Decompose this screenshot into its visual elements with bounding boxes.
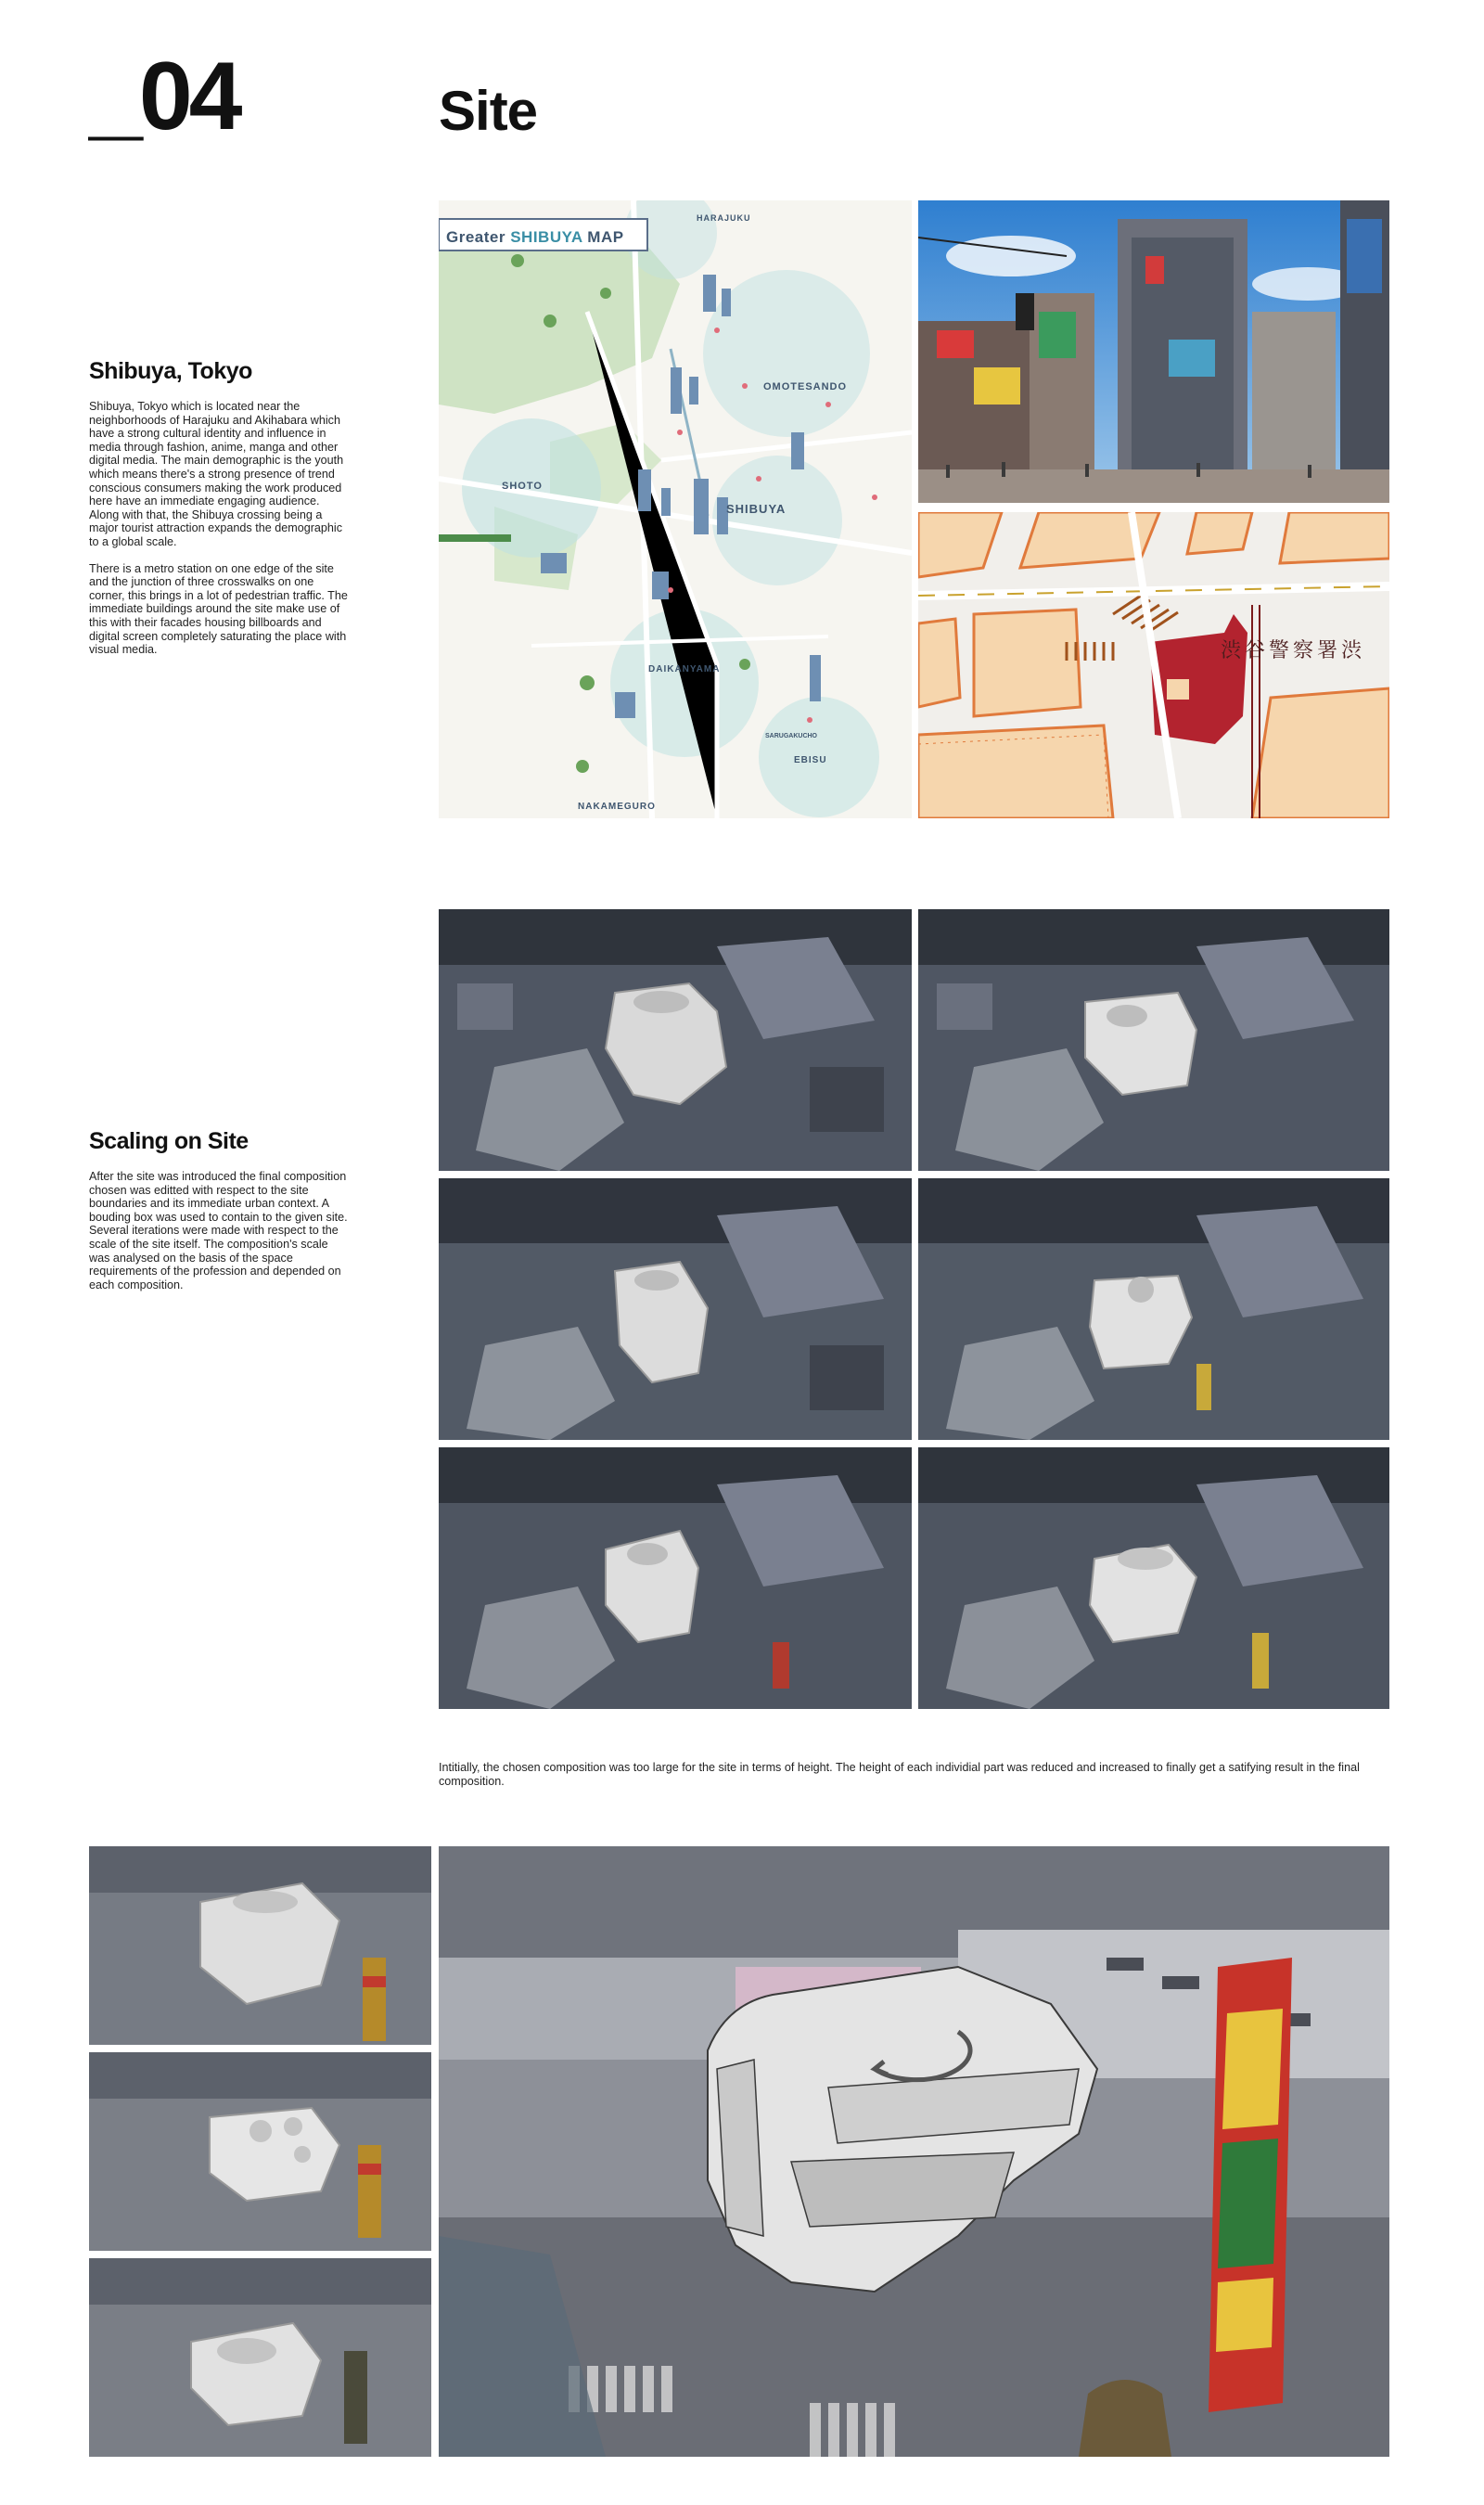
intro-heading: Shibuya, Tokyo xyxy=(89,358,252,384)
section-number: _04 xyxy=(89,43,239,150)
iteration-render xyxy=(439,909,912,1171)
scaling-paragraph: After the site was introduced the final composition chosen was editted with respect to the site boundaries and its immediate urban context. A bouding box was used to contain to the given site. Several iterations were made with respect to the scale of the site itself. The composition's scale was analysed on the basis of the space requirements of the profession and depended on each composition. xyxy=(89,1170,348,1291)
map-label-daikanyama: DAIKANYAMA xyxy=(648,664,721,674)
shibuya-crossing-photo xyxy=(918,200,1389,503)
intro-section xyxy=(89,358,349,657)
map-title-suffix: MAP xyxy=(587,228,624,246)
police-station-label: 渋谷警察署渋 xyxy=(1221,639,1366,662)
site-plan xyxy=(918,512,1389,818)
map-label-shibuya: SHIBUYA xyxy=(726,502,787,516)
map-label-omotesando: OMOTESANDO xyxy=(763,381,848,392)
final-composition-thumbnail xyxy=(89,2258,431,2457)
iteration-render xyxy=(439,1447,912,1709)
map-title xyxy=(446,228,624,247)
scaling-heading: Scaling on Site xyxy=(89,1128,249,1154)
final-composition-thumbnail xyxy=(89,1846,431,2045)
shibuya-map xyxy=(439,200,912,818)
intro-paragraph-2: There is a metro station on one edge of the site and the junction of three crosswalks on one corner, this brings in a lot of pedestrian traffic. The immediate buildings around the site make use of this with their facades housing billboards and digital screen completely saturating the place with visual media. xyxy=(89,561,348,657)
page-title: Site xyxy=(439,80,538,142)
map-title-main: SHIBUYA xyxy=(510,228,583,246)
map-label-sarugakucho: SARUGAKUCHO xyxy=(765,733,817,739)
shibuya-map-illustration xyxy=(439,200,912,818)
intro-paragraph-1: Shibuya, Tokyo which is located near the neighborhoods of Harajuku and Akihabara which have a strong cultural identity and influence in media through fashion, anime, manga and other digital media. The main demographic is the youth which means there's a strong presence of trend conscious consumers making the work produced here have an immediate engaging audience. Along with that, the Shibuya crossing being a major tourist attraction expands the demographic to a global scale. xyxy=(89,400,344,548)
scaling-section xyxy=(89,1128,349,1291)
map-label-shoto: SHOTO xyxy=(502,481,543,492)
map-label-ebisu: EBISU xyxy=(794,755,827,765)
map-title-prefix: Greater xyxy=(446,228,505,246)
map-label-harajuku: HARAJUKU xyxy=(697,213,751,223)
final-composition-render xyxy=(439,1846,1389,2457)
iteration-render xyxy=(918,1447,1389,1709)
iteration-render xyxy=(918,909,1389,1171)
map-label-nakameguro: NAKAMEGURO xyxy=(578,802,656,812)
iteration-render xyxy=(918,1178,1389,1440)
iteration-render xyxy=(439,1178,912,1440)
scaling-caption: Intitially, the chosen composition was too large for the site in terms of height. The height of each individial part was reduced and increased to finally get a satifying result in the final composition. xyxy=(439,1761,1360,1788)
final-composition-thumbnail xyxy=(89,2052,431,2251)
